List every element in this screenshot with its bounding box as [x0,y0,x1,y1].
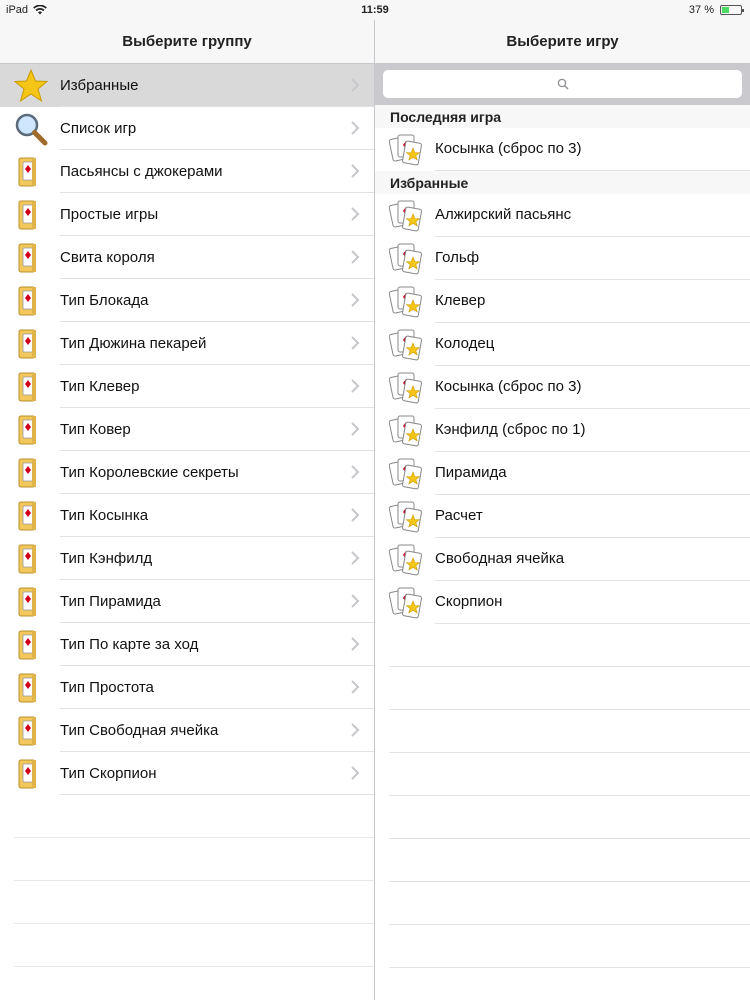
group-item-label: Тип Свободная ячейка [60,722,219,739]
group-item-label: Избранные [60,77,139,94]
group-item-label: Тип Простота [60,679,154,696]
cards-icon [389,585,423,619]
cards-icon [389,132,423,166]
empty-row [0,795,374,838]
group-item-label: Тип Королевские секреты [60,464,239,481]
game-item-label: Клевер [435,292,486,309]
chevron-right-icon [350,163,360,179]
empty-row [0,967,374,1000]
group-item[interactable] [0,580,374,623]
chevron-right-icon [350,464,360,480]
chevron-right-icon [350,765,360,781]
group-item[interactable] [0,752,374,795]
group-item-label: Тип Кэнфилд [60,550,153,567]
group-list [0,64,374,1000]
game-item[interactable] [375,409,750,452]
group-item[interactable] [0,64,374,107]
status-bar [0,0,750,20]
chevron-right-icon [350,378,360,394]
group-item[interactable] [0,537,374,580]
folder-icon [14,284,48,318]
search-input[interactable] [383,70,742,98]
folder-icon [14,198,48,232]
group-item-label: Тип Пирамида [60,593,161,610]
group-item-label: Тип Дюжина пекарей [60,335,207,352]
folder-icon [14,542,48,576]
group-item[interactable] [0,451,374,494]
battery-icon [720,5,742,15]
group-item[interactable] [0,494,374,537]
empty-row [375,753,750,796]
game-item-label: Свободная ячейка [435,550,565,567]
empty-row [0,924,374,967]
empty-row [375,796,750,839]
folder-icon [14,370,48,404]
folder-icon [14,628,48,662]
cards-icon [389,499,423,533]
folder-icon [14,499,48,533]
group-item[interactable] [0,193,374,236]
empty-row [0,838,374,881]
status-time: 11:59 [361,4,389,16]
folder-icon [14,456,48,490]
folder-icon [14,585,48,619]
group-item-label: Тип По карте за ход [60,636,199,653]
game-item[interactable] [375,538,750,581]
group-item[interactable] [0,107,374,150]
folder-icon [14,327,48,361]
empty-row [375,839,750,882]
group-item-label: Тип Скорпион [60,765,157,782]
cards-icon [389,370,423,404]
cards-icon [389,198,423,232]
game-item-label: Косынка (сброс по 3) [435,140,582,157]
battery-level [722,7,729,13]
cards-icon [389,456,423,490]
group-item[interactable] [0,279,374,322]
game-item[interactable] [375,323,750,366]
cards-icon [389,413,423,447]
chevron-right-icon [350,77,360,93]
game-item-label: Косынка (сброс по 3) [435,378,582,395]
folder-icon [14,413,48,447]
chevron-right-icon [350,593,360,609]
chevron-right-icon [350,421,360,437]
group-item-label: Тип Блокада [60,292,149,309]
cards-icon [389,284,423,318]
empty-row [0,881,374,924]
game-item-label: Гольф [435,249,480,266]
section-header: Последняя игра [375,105,750,128]
game-panel [375,20,750,1000]
group-item[interactable] [0,365,374,408]
game-item[interactable] [375,366,750,409]
folder-icon [14,757,48,791]
game-item-label: Кэнфилд (сброс по 1) [435,421,586,438]
empty-row [375,882,750,925]
group-item-label: Пасьянсы с джокерами [60,163,223,180]
magnifier-icon [14,112,48,146]
cards-icon [389,542,423,576]
game-list [375,105,750,1000]
search-bar [375,64,750,105]
folder-icon [14,155,48,189]
game-item[interactable] [375,237,750,280]
game-item-label: Колодец [435,335,495,352]
group-item[interactable] [0,236,374,279]
game-item-label: Скорпион [435,593,503,610]
group-item-label: Простые игры [60,206,159,223]
folder-icon [14,671,48,705]
group-panel-title: Выберите группу [0,20,374,64]
game-item[interactable] [375,194,750,237]
group-item[interactable] [0,709,374,752]
game-item[interactable] [375,581,750,624]
group-item-label: Список игр [60,120,137,137]
empty-row [375,710,750,753]
group-panel [0,20,374,1000]
chevron-right-icon [350,507,360,523]
game-item[interactable] [375,452,750,495]
group-item[interactable] [0,408,374,451]
chevron-right-icon [350,120,360,136]
chevron-right-icon [350,679,360,695]
chevron-right-icon [350,249,360,265]
group-item[interactable] [0,322,374,365]
chevron-right-icon [350,636,360,652]
search-icon [557,78,569,90]
group-item-label: Тип Клевер [60,378,140,395]
battery-percent: 37 % [688,4,714,16]
cards-icon [389,327,423,361]
game-item-label: Пирамида [435,464,507,481]
folder-icon [14,241,48,275]
game-item[interactable] [375,495,750,538]
game-item-label: Алжирский пасьянс [435,206,572,223]
device-name: iPad [6,4,29,16]
status-bar-right [689,4,742,16]
row-separator [435,170,750,171]
game-panel-title: Выберите игру [375,20,750,64]
empty-row [375,968,750,1000]
game-item[interactable] [375,128,750,171]
group-item-label: Свита короля [60,249,155,266]
group-item[interactable] [0,666,374,709]
empty-row [375,925,750,968]
empty-row [375,667,750,710]
group-item[interactable] [0,150,374,193]
game-item-label: Расчет [435,507,483,524]
section-header: Избранные [375,171,750,194]
chevron-right-icon [350,550,360,566]
group-item-label: Тип Косынка [60,507,149,524]
folder-icon [14,714,48,748]
group-item[interactable] [0,623,374,666]
game-item[interactable] [375,280,750,323]
chevron-right-icon [350,206,360,222]
chevron-right-icon [350,292,360,308]
empty-row [375,624,750,667]
cards-icon [389,241,423,275]
group-item-label: Тип Ковер [60,421,131,438]
chevron-right-icon [350,335,360,351]
chevron-right-icon [350,722,360,738]
star-icon [14,69,48,103]
